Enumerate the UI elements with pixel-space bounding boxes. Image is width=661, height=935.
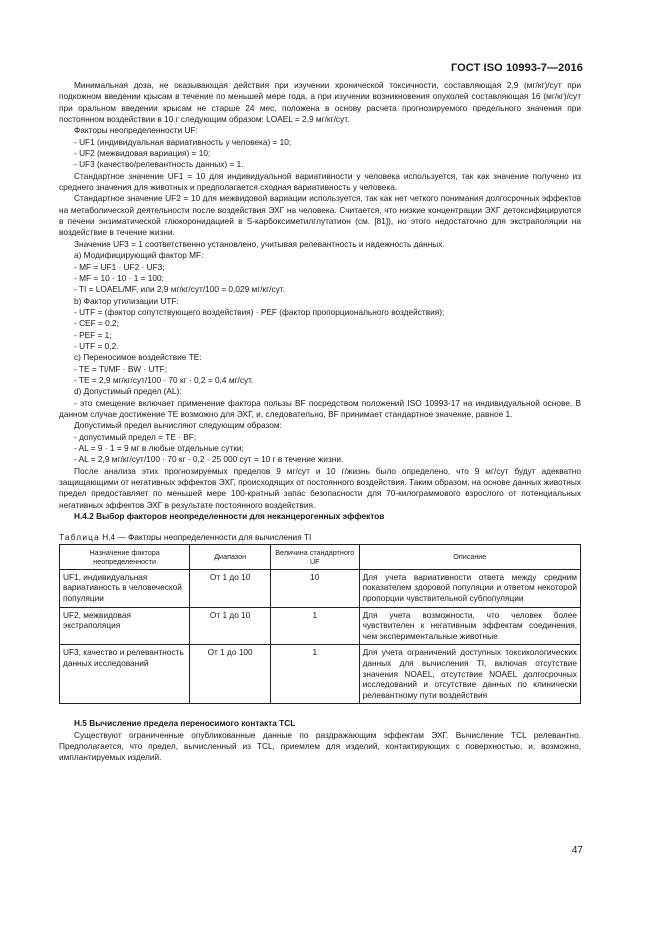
paragraph-18: - TE = TI/MF · BW · UTF;	[74, 363, 168, 374]
paragraph-21: - это смещение включает применение фактора пользы BF посредством положений ISO 10993-17 на индивидуальной основе. В данном случае достижение TE возможно для ЭХГ, и, следовательно, BF принимает стандартное значение, равное 1.	[59, 397, 581, 419]
document-body	[59, 80, 581, 764]
paragraph-7: Значение UF3 = 1 соответственно установлено, учитывая релевантность и надежность данных.	[74, 238, 445, 249]
col-header-factor: Назначение фактора неопределенности	[60, 544, 190, 569]
paragraph-5: Стандартное значение UF1 = 10 для индивидуальной вариативности у человека используется, так как значение получено из среднего значения для животных и предполагается сходная вариативность у человека.	[59, 170, 581, 193]
col-header-description: Описание	[359, 544, 580, 569]
paragraph-25: - AL = 2,9 мг/кг/сут/100 · 70 кг · 0,2 · 25 000 сут = 10 г в течение жизни.	[74, 454, 344, 465]
paragraphs-after-table	[59, 718, 581, 763]
description-cell: Для учета возможности, что человек более чувствителен к негативным эффектам соединения, чем экспериментальные животные	[359, 607, 580, 645]
paragraph-27: H.4.2 Выбор факторов неопределенности для неканцерогенных эффектов	[74, 511, 385, 522]
paragraph-4: - UF3 (качество/релевантность данных) = 1.	[74, 159, 244, 170]
paragraph-14: - CEF = 0,2;	[74, 318, 119, 329]
description-cell: Для учета вариативности ответа между средним показателем здоровой популяции и ответом некоторой пропорции чувствительной субпопуляции	[359, 569, 580, 607]
table-body	[60, 569, 581, 704]
paragraph-22: Допустимый предел вычисляют следующим образом:	[74, 420, 282, 431]
description-cell: Для учета ограничений доступных токсикологических данных для вычисления TI, включая отсутствие значения NOAEL, отсутствие NOAEL долгосрочных исследований и отсутствие данных по клинически релевантному пути воздействия	[359, 645, 580, 704]
default-uf-cell: 1	[271, 607, 360, 645]
table-header-row	[60, 544, 581, 569]
paragraph-13: - UTF = (фактор сопутствующего воздействия) · PEF (фактор пропорционального воздействия);	[74, 306, 445, 317]
paragraphs-before-table	[59, 80, 581, 522]
paragraph-after-0: H.5 Вычисление предела переносимого контакта TCL	[74, 718, 296, 729]
paragraph-0: Минимальная доза, не оказывающая действия при изучении хронической токсичности, составляющая 2,9 (мг/кг)/сут при подкожном введении крысам в течение по меньшей мере года, а при изучении возникновения опухолей составляющая 16 (мг/кг)/сут при оральном введении крысам не старше 24 мес, положена в основу расчета прогнозируемого предельного значения при постоянном воздействии в 10 г следующим образом: LOAEL = 2,9 мг/кг/сут.	[59, 80, 581, 125]
range-cell: От 1 до 10	[190, 607, 271, 645]
table-row	[60, 607, 581, 645]
table-row	[60, 645, 581, 704]
paragraph-26: После анализа этих прогнозируемых пределов 9 мг/сут и 10 г/жизнь было определено, что 9 мг/сут будут адекватно защищающими от негативных эффектов ЭХГ, происходящих от постоянного воздействия. Таким образом, на основе данных животных предел предоставляет по меньшей мере 100-кратный запас безопасности для 70-килограммового взрослого от потенциальных негативных эффектов ЭХГ в результате постоянного воздействия.	[59, 465, 581, 510]
paragraph-17: c) Переносимое воздействие TE:	[74, 352, 202, 363]
paragraph-6: Стандартное значение UF2 = 10 для межвидовой вариации используется, так как нет четкого понимания долгосрочных эффектов на метаболической деятельности после воздействия ЭХГ на человека. Считается, что низкие концентрации ЭХГ детоксифицируются в печени энзиматической глюкоронидацией в S-карбоксиметилглутатион (см. [81]), но этого недостаточно для экстраполяции на воздействие в течение жизни.	[59, 193, 581, 238]
factor-cell: UF1, индивидуальная вариативность в человеческой популяции	[60, 569, 190, 607]
paragraph-23: - допустимый предел = TE · BF;	[74, 431, 197, 442]
page-number: 47	[571, 845, 583, 856]
col-header-default-uf: Величина стандартного UF	[271, 544, 360, 569]
paragraph-24: - AL = 9 · 1 = 9 мг в любые отдельные сутки;	[74, 443, 244, 453]
factor-cell: UF3, качество и релевантность данных исследований	[60, 645, 190, 704]
paragraph-20: d) Допустимый предел (AL):	[74, 386, 182, 397]
table-caption	[59, 532, 581, 543]
range-cell: От 1 до 10	[190, 569, 271, 607]
document-header: ГОСТ ISO 10993-7—2016	[450, 62, 583, 74]
paragraph-1: Факторы неопределенности UF:	[74, 125, 198, 136]
table-row	[60, 569, 581, 607]
paragraph-9: - MF = UF1 · UF2 · UF3;	[74, 261, 165, 272]
paragraph-15: - PEF = 1;	[74, 329, 112, 340]
paragraph-10: - MF = 10 · 10 · 1 = 100;	[74, 272, 164, 283]
paragraph-after-1: Существуют ограниченные опубликованные данные по раздражающим эффектам ЭХГ. Вычисление TCL релевантно. Предполагается, что предел, вычисленный из TCL, приемлем для изделий, контактирующих с поверхностью, и, возможно, имплантируемых изделий.	[59, 729, 581, 763]
paragraph-11: - TI = LOAEL/MF, или 2,9 мг/кг/сут/100 = 0,029 мг/кг/сут.	[74, 284, 285, 295]
uncertainty-factors-table	[59, 544, 581, 705]
factor-cell: UF2, межвидовая экстраполяция	[60, 607, 190, 645]
paragraph-16: - UTF = 0,2.	[74, 340, 119, 351]
range-cell: От 1 до 100	[190, 645, 271, 704]
paragraph-2: - UF1 (индивидуальная вариативность у человека) = 10;	[74, 136, 292, 147]
paragraph-3: - UF2 (межвидовая вариация) = 10;	[74, 148, 211, 159]
default-uf-cell: 10	[271, 569, 360, 607]
paragraph-12: b) Фактор утилизации UTF:	[74, 295, 179, 306]
table-caption-prefix: Таблица	[59, 532, 100, 543]
paragraph-8: а) Модифицирующий фактор MF:	[74, 250, 204, 261]
default-uf-cell: 1	[271, 645, 360, 704]
table-caption-title: H.4 — Факторы неопределенности для вычисления TI	[99, 532, 312, 543]
col-header-range: Диапазон	[190, 544, 271, 569]
paragraph-19: - TE = 2,9 мг/кг/сут/100 · 70 кг · 0,2 = 0,4 мг/сут.	[74, 374, 254, 385]
